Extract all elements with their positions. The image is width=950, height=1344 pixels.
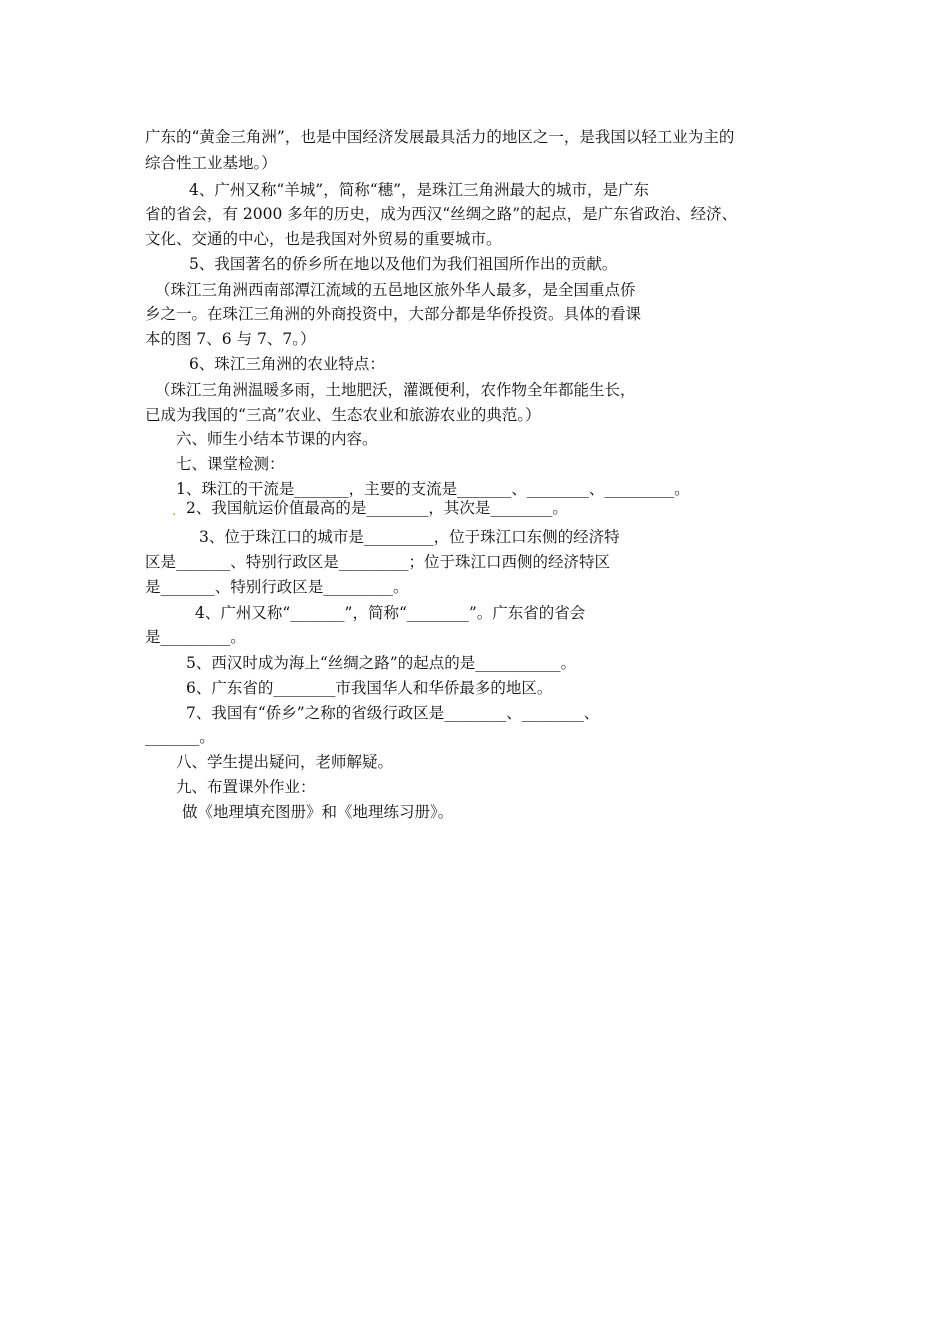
homework-line: 做《地理填充图册》和《地理练习册》。 bbox=[182, 803, 454, 821]
question-5: 5、西汉时成为海上“丝绸之路”的起点的是___________。 bbox=[186, 654, 576, 672]
question-1: 1、珠江的干流是_______，主要的支流是_______、________、_________。 bbox=[176, 480, 690, 498]
paragraph-line: 已成为我国的“三高”农业、生态农业和旅游农业的典范。） bbox=[145, 406, 541, 424]
paragraph-line: 省的省会，有 2000 多年的历史，成为西汉“丝绸之路”的起点，是广东省政治、经济、 bbox=[145, 205, 738, 223]
question-4: 4、广州又称“_______”，简称“________”。广东省的省会 bbox=[195, 604, 586, 622]
paragraph-line: （珠江三角洲温暖多雨，土地肥沃，灌溉便利，农作物全年都能生长， bbox=[155, 381, 636, 399]
question-line: 是_______、特别行政区是_________。 bbox=[145, 578, 409, 596]
question-line: 区是_______、特别行政区是_________；位于珠江口西侧的经济特区 bbox=[145, 553, 611, 571]
question-line: 是_________。 bbox=[145, 628, 246, 646]
paragraph-line: （珠江三角洲西南部潭江流域的五邑地区旅外华人最多，是全国重点侨 bbox=[155, 281, 636, 299]
item-4-line: 4、广州又称“羊城”，简称“穗”，是珠江三角洲最大的城市，是广东 bbox=[189, 181, 650, 199]
question-6: 6、广东省的________市我国华人和华侨最多的地区。 bbox=[186, 679, 553, 697]
section-heading: 九、布置课外作业： bbox=[176, 778, 316, 796]
section-heading: 七、课堂检测： bbox=[176, 455, 285, 473]
question-3: 3、位于珠江口的城市是_________，位于珠江口东侧的经济特 bbox=[199, 528, 620, 546]
paragraph-line: 广东的“黄金三角洲”，也是中国经济发展最具活力的地区之一，是我国以轻工业为主的 bbox=[145, 128, 735, 146]
paragraph-line: 本的图 7、6 与 7、7。） bbox=[145, 330, 316, 348]
section-heading: 八、学生提出疑问，老师解疑。 bbox=[176, 753, 394, 771]
item-5-line: 5、我国著名的侨乡所在地以及他们为我们祖国所作出的贡献。 bbox=[189, 255, 618, 273]
paragraph-line: 乡之一。在珠江三角洲的外商投资中，大部分都是华侨投资。具体的看课 bbox=[145, 305, 642, 323]
section-heading: 六、师生小结本节课的内容。 bbox=[176, 430, 378, 448]
paragraph-line: 文化、交通的中心，也是我国对外贸易的重要城市。 bbox=[145, 230, 502, 248]
stray-dot: . bbox=[172, 503, 177, 519]
question-7: 7、我国有“侨乡”之称的省级行政区是________、________、 bbox=[186, 704, 600, 722]
item-6-line: 6、珠江三角洲的农业特点： bbox=[189, 355, 385, 373]
paragraph-line: 综合性工业基地。） bbox=[145, 154, 277, 172]
question-line: _______。 bbox=[145, 728, 215, 746]
question-2: 2、我国航运价值最高的是________，其次是________。 bbox=[186, 499, 568, 517]
